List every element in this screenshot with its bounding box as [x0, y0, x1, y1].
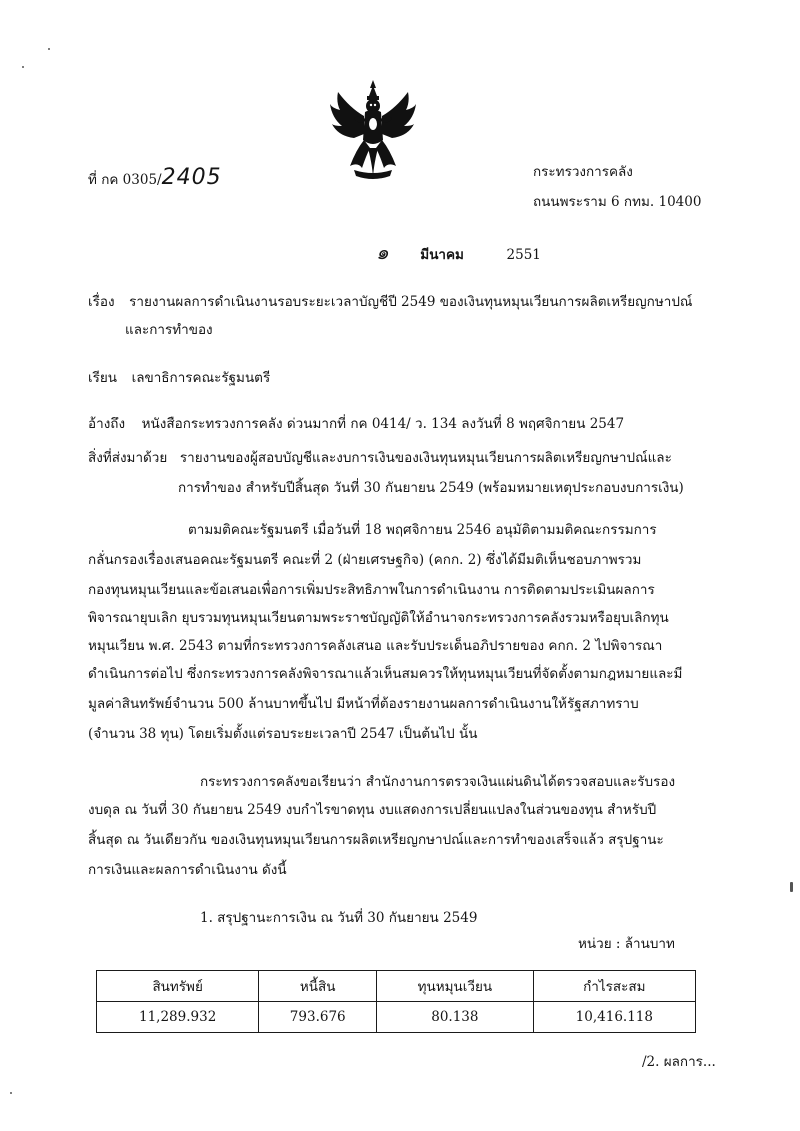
- handwritten-date-day: ๑: [376, 240, 390, 264]
- recipient-text: เลขาธิการคณะรัฐมนตรี: [131, 370, 271, 386]
- reference-number: [88, 165, 222, 190]
- enclosure-text-1: รายงานของผู้สอบบัญชีและงบการเงินของเงินทุนหมุนเวียนการผลิตเหรียญกษาปณ์และ: [179, 450, 672, 466]
- subject-line-1: [88, 290, 692, 312]
- financial-position-table: [96, 970, 696, 1033]
- paragraph-1-line: กองทุนหมุนเวียนและข้อเสนอเพื่อการเพิ่มประสิทธิภาพในการดำเนินงาน การติดตามประเมินผลการ: [88, 582, 655, 598]
- scan-speck: [790, 882, 793, 892]
- paragraph-1-line: ดำเนินการต่อไป ซึ่งกระทรวงการคลังพิจารณาแล้วเห็นสมควรให้ทุนหมุนเวียนที่จัดตั้งตามกฎหมายและมี: [88, 666, 683, 682]
- table-header-retained-earnings: กำไรสะสม: [533, 971, 695, 1002]
- paragraph-1-line: มูลค่าสินทรัพย์จำนวน 500 ล้านบาทขึ้นไป มีหน้าที่ต้องรายงานผลการดำเนินงานให้รัฐสภาทราบ: [88, 696, 639, 712]
- paragraph-2-line: กระทรวงการคลังขอเรียนว่า สำนักงานการตรวจเงินแผ่นดินได้ตรวจสอบและรับรอง: [200, 774, 676, 790]
- enclosure-text-2: การทำของ สำหรับปีสิ้นสุด วันที่ 30 กันยายน 2549 (พร้อมหมายเหตุประกอบงบการเงิน): [178, 480, 684, 496]
- subject-label: เรื่อง: [88, 294, 115, 310]
- recipient-label: เรียน: [88, 370, 118, 386]
- paragraph-1-line: กลั่นกรองเรื่องเสนอคณะรัฐมนตรี คณะที่ 2 (ฝ่ายเศรษฐกิจ) (คกก. 2) ซึ่งได้มีมติเห็นชอบภาพรวม: [88, 552, 642, 568]
- reference-prefix: ที่ กค 0305/: [88, 172, 162, 188]
- enclosure-line-1: [88, 446, 672, 468]
- scan-speck: [22, 66, 24, 68]
- paragraph-2-line: สิ้นสุด ณ วันเดียวกัน ของเงินทุนหมุนเวียนการผลิตเหรียญกษาปณ์และการทำของเสร็จแล้ว สรุปฐานะ: [88, 832, 664, 848]
- table-header-row: [97, 971, 696, 1002]
- garuda-emblem-icon: [328, 78, 418, 183]
- table-header-liabilities: หนี้สิน: [259, 971, 377, 1002]
- paragraph-1-line: (จำนวน 38 ทุน) โดยเริ่มตั้งแต่รอบระยะเวลาปี 2547 เป็นต้นไป นั้น: [88, 726, 478, 742]
- subject-text-2: และการทำของ: [125, 322, 213, 338]
- table-cell-liabilities: 793.676: [259, 1002, 377, 1033]
- ministry-address: ถนนพระราม 6 กทม. 10400: [533, 194, 702, 210]
- reference-label: อ้างถึง: [88, 416, 126, 432]
- handwritten-reference-number: 2405: [161, 165, 222, 190]
- paragraph-1-line: ตามมติคณะรัฐมนตรี เมื่อวันที่ 18 พฤศจิกายน 2546 อนุมัติตามมติคณะกรรมการ: [188, 522, 657, 538]
- recipient: [88, 366, 270, 388]
- section-1-heading: 1. สรุปฐานะการเงิน ณ วันที่ 30 กันยายน 2549: [200, 910, 478, 926]
- table-header-working-capital: ทุนหมุนเวียน: [377, 971, 534, 1002]
- ministry-name: กระทรวงการคลัง: [533, 164, 633, 180]
- date-month: มีนาคม: [420, 247, 464, 263]
- enclosure-label: สิ่งที่ส่งมาด้วย: [88, 450, 168, 466]
- paragraph-1-line: พิจารณายุบเลิก ยุบรวมทุนหมุนเวียนตามพระราชบัญญัติให้อำนาจกระทรวงการคลังรวมหรือยุบเลิกทุน: [88, 610, 669, 626]
- document-date: [376, 236, 541, 268]
- table-cell-working-capital: 80.138: [377, 1002, 534, 1033]
- date-year: 2551: [506, 247, 541, 263]
- scan-speck: [48, 48, 50, 50]
- table-cell-assets: 11,289.932: [97, 1002, 259, 1033]
- paragraph-2-line: งบดุล ณ วันที่ 30 กันยายน 2549 งบกำไรขาดทุน งบแสดงการเปลี่ยนแปลงในส่วนของทุน สำหรับปี: [88, 802, 657, 818]
- reference-text: หนังสือกระทรวงการคลัง ด่วนมากที่ กค 0414/ ว. 134 ลงวันที่ 8 พฤศจิกายน 2547: [141, 416, 625, 432]
- table-cell-retained-earnings: 10,416.118: [533, 1002, 695, 1033]
- table-row: [97, 1002, 696, 1033]
- table-header-assets: สินทรัพย์: [97, 971, 259, 1002]
- paragraph-2-line: การเงินและผลการดำเนินงาน ดังนี้: [88, 862, 287, 878]
- paragraph-1-line: หมุนเวียน พ.ศ. 2543 ตามที่กระทรวงการคลังเสนอ และรับประเด็นอภิปรายของ คกก. 2 ไปพิจารณา: [88, 638, 663, 654]
- reference: [88, 412, 624, 434]
- scan-speck: [10, 1092, 12, 1094]
- continuation-note: /2. ผลการ...: [642, 1054, 716, 1070]
- subject-text-1: รายงานผลการดำเนินงานรอบระยะเวลาบัญชีปี 2549 ของเงินทุนหมุนเวียนการผลิตเหรียญกษาปณ์: [129, 294, 693, 310]
- unit-label: หน่วย : ล้านบาท: [578, 936, 675, 952]
